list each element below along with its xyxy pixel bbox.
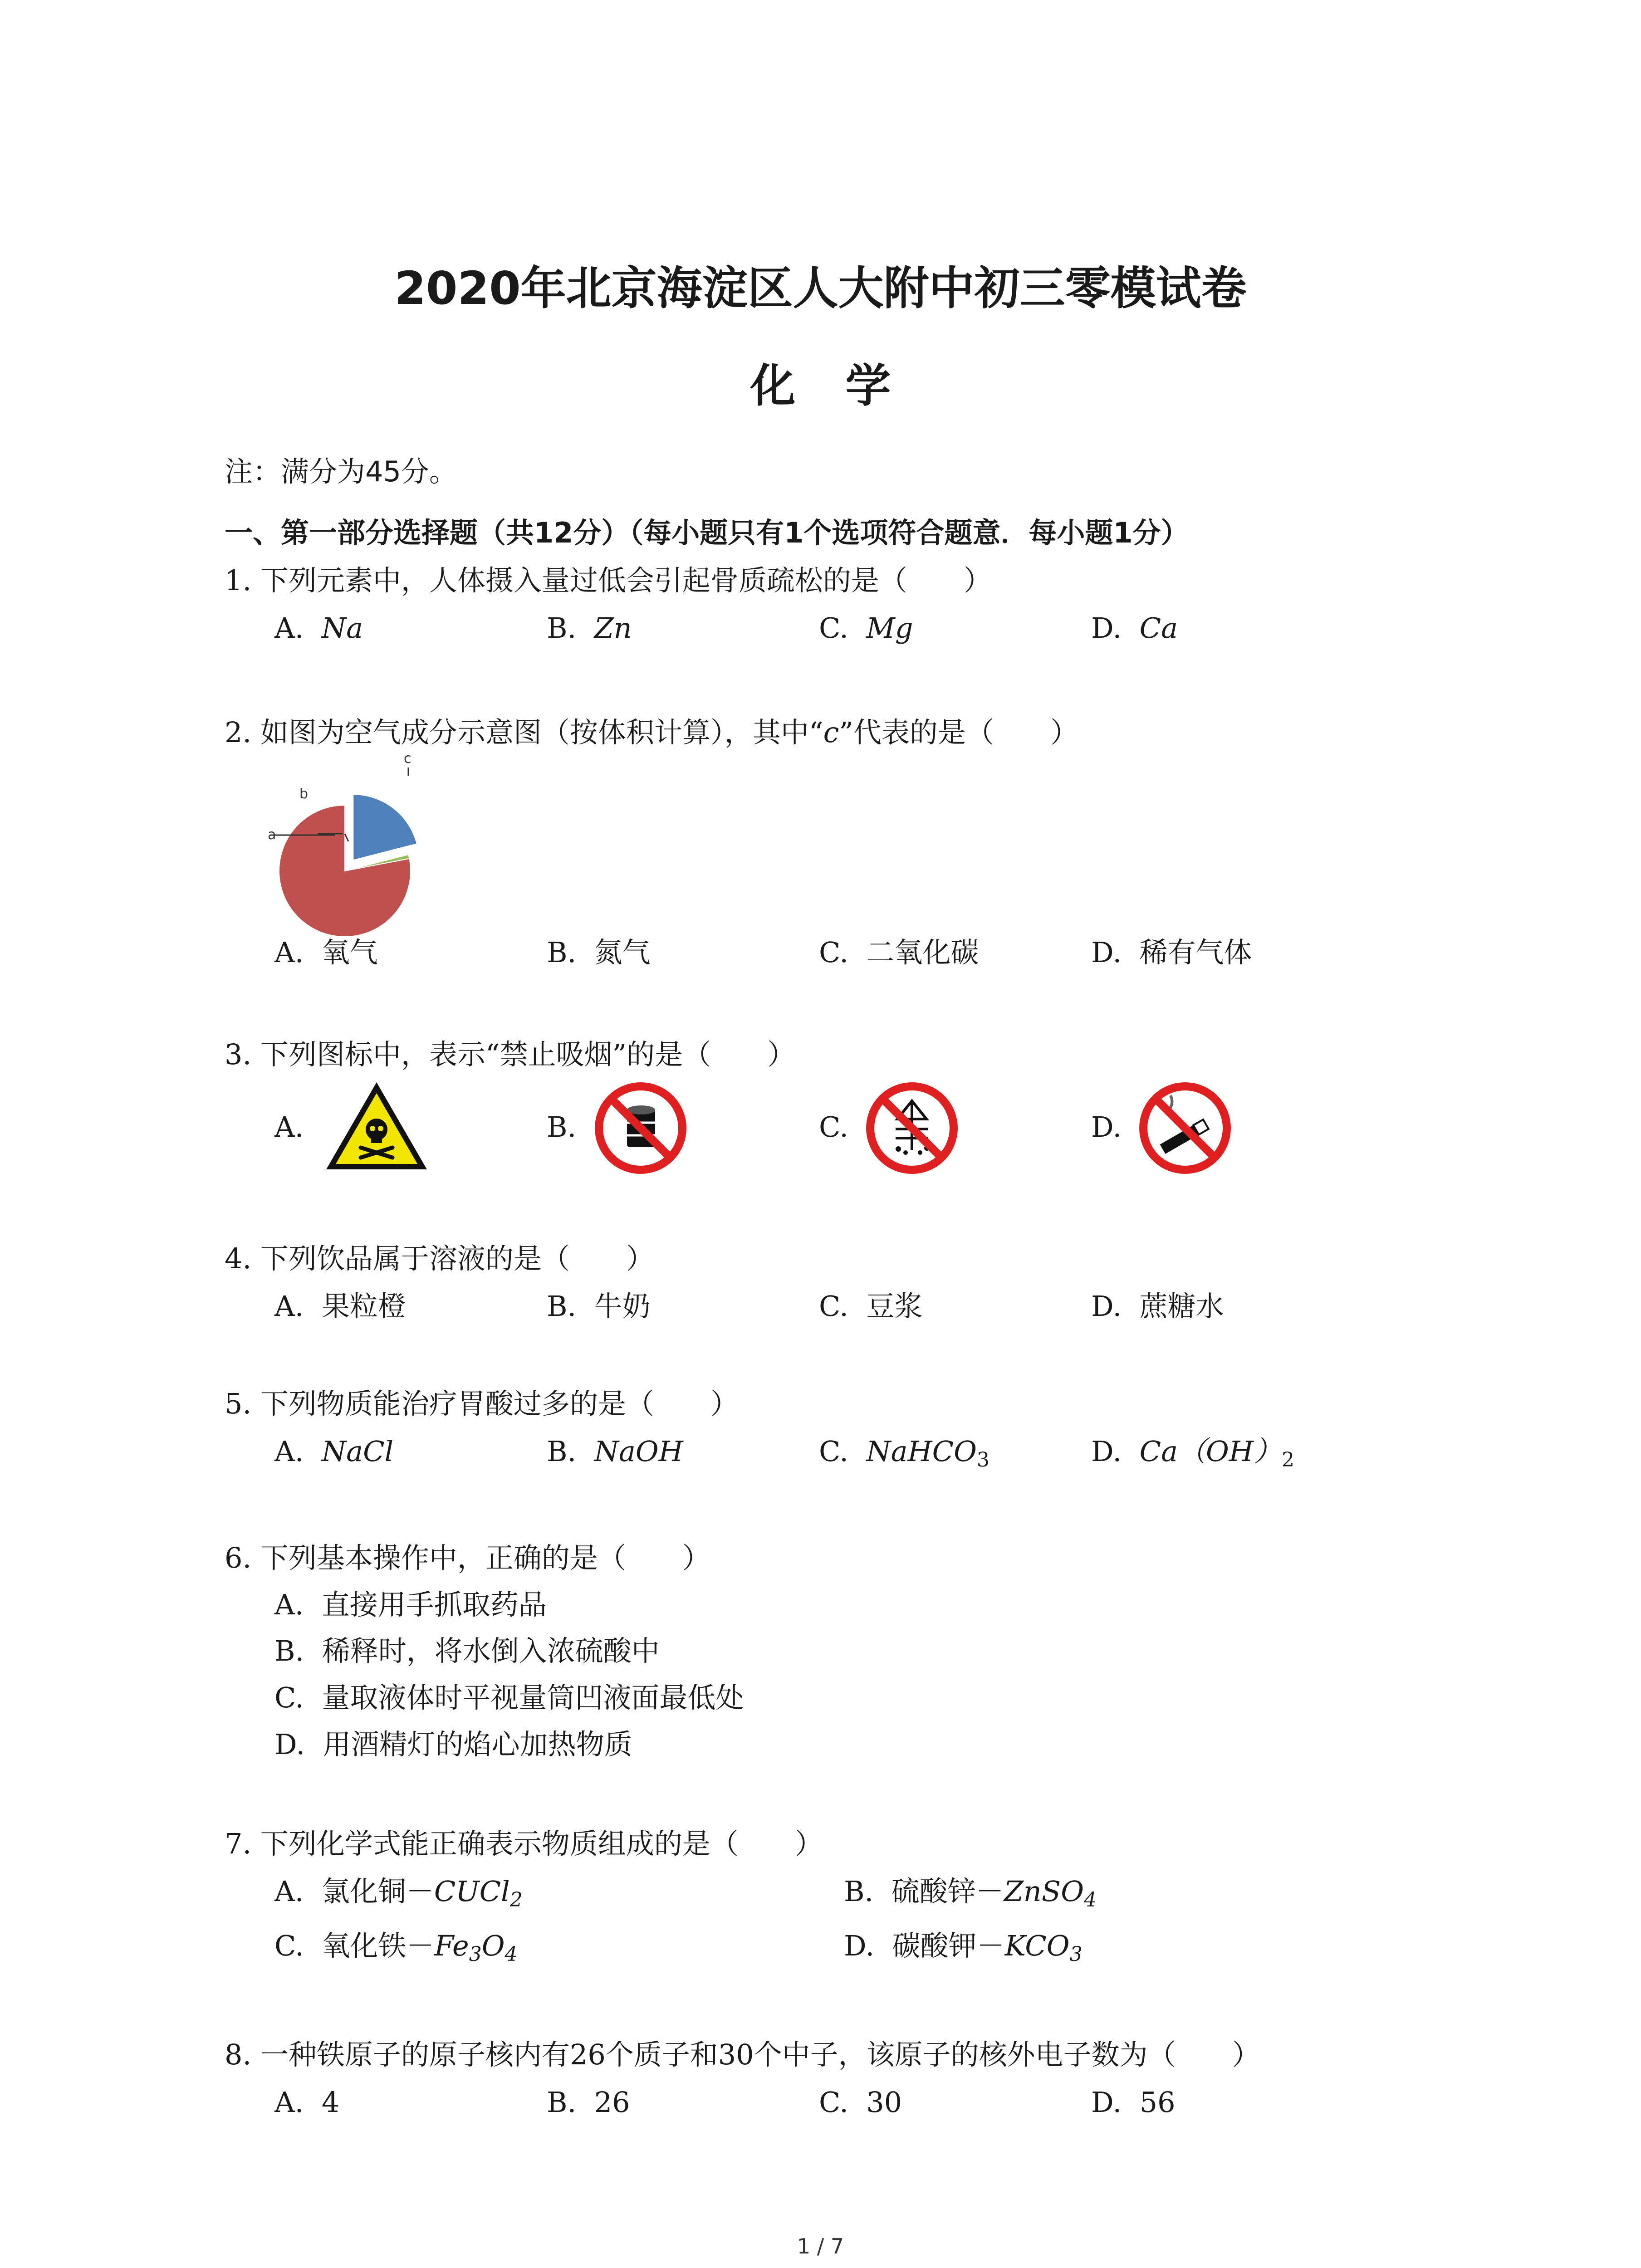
option-4a[interactable]: A. 果粒橙 <box>274 1290 406 1323</box>
option-4b[interactable]: B. 牛奶 <box>547 1290 651 1323</box>
option-5a[interactable]: A. NaCl <box>274 1435 394 1468</box>
option-2a[interactable]: A. 氧气 <box>274 936 378 969</box>
question-stem: 下列图标中，表示“禁止吸烟”的是（ ） <box>260 1038 796 1071</box>
option-3a-letter[interactable]: A. <box>274 1110 304 1144</box>
question-stem: 下列元素中，人体摄入量过低会引起骨质疏松的是（ ） <box>260 564 992 597</box>
option-6d[interactable]: D. 用酒精灯的焰心加热物质 <box>274 1728 632 1761</box>
page-title: 2020年北京海淀区人大附中初三零模试卷 <box>394 262 1247 315</box>
question-stem: 下列物质能治疗胃酸过多的是（ ） <box>260 1387 739 1420</box>
question-3 <box>225 1036 795 1073</box>
section-heading: 一、第一部分选择题（共12分）（每小题只有1个选项符合题意．每小题1分） <box>225 516 1189 549</box>
page-number: 1 / 7 <box>797 2234 844 2258</box>
option-1c[interactable]: C. Mg <box>819 611 913 645</box>
pie-slice-c <box>353 794 416 860</box>
option-4c[interactable]: C. 豆浆 <box>819 1290 923 1323</box>
option-6b[interactable]: B. 稀释时，将水倒入浓硫酸中 <box>274 1634 660 1667</box>
option-6a[interactable]: A. 直接用手抓取药品 <box>274 1588 547 1621</box>
question-4 <box>225 1241 654 1277</box>
question-6 <box>225 1540 710 1576</box>
question-number: 3. <box>225 1038 252 1071</box>
question-2: 2. 如图为空气成分示意图（按体积计算），其中“c”代表的是（ ） <box>225 716 1079 749</box>
question-stem: 一种铁原子的原子核内有26个质子和30个中子，该原子的核外电子数为（ ） <box>260 2038 1260 2071</box>
option-7a[interactable]: A. 氯化铜－CUCl$_2$ <box>274 1875 523 1911</box>
option-7d[interactable]: D. 碳酸钾$-KCO_3$ <box>844 1929 1083 1966</box>
toxic-warning-icon[interactable] <box>324 1080 429 1173</box>
no-oil-drum-icon[interactable] <box>594 1082 687 1175</box>
score-note: 注：满分为45分。 <box>225 455 457 488</box>
option-7c[interactable]: C. 氧化铁$-Fe_3O_4$ <box>274 1929 518 1966</box>
option-6c[interactable]: C. 量取液体时平视量筒凹液面最低处 <box>274 1681 744 1714</box>
subject-title: 化学 <box>750 359 941 412</box>
question-stem: 下列基本操作中，正确的是（ ） <box>260 1541 710 1574</box>
option-3c-letter[interactable]: C. <box>819 1110 848 1144</box>
question-5 <box>225 1386 739 1422</box>
option-4d[interactable]: D. 蔗糖水 <box>1091 1290 1224 1323</box>
question-8 <box>225 2037 1260 2073</box>
question-number: 6. <box>225 1541 252 1574</box>
option-8c[interactable]: C. 30 <box>819 2086 902 2119</box>
pie-label-a: a <box>268 827 276 843</box>
no-fireworks-icon[interactable] <box>866 1082 959 1175</box>
option-5b[interactable]: B. NaOH <box>547 1435 683 1468</box>
option-8d[interactable]: D. 56 <box>1091 2086 1176 2119</box>
question-number: 7. <box>225 1827 252 1860</box>
option-8b[interactable]: B. 26 <box>547 2086 630 2119</box>
option-5c[interactable]: C. NaHCO$_3$ <box>819 1435 989 1471</box>
pie-label-c: c <box>404 751 411 767</box>
question-stem: 下列化学式能正确表示物质组成的是（ ） <box>260 1827 823 1860</box>
pie-label-b: b <box>299 786 309 802</box>
option-2c[interactable]: C. 二氧化碳 <box>819 936 979 969</box>
question-number: 2. <box>225 716 252 749</box>
option-2d[interactable]: D. 稀有气体 <box>1091 936 1252 969</box>
option-8a[interactable]: A. 4 <box>274 2086 340 2119</box>
question-stem: 下列饮品属于溶液的是（ ） <box>260 1242 654 1275</box>
question-7 <box>225 1826 823 1862</box>
question-number: 1. <box>225 564 252 597</box>
question-number: 8. <box>225 2038 252 2071</box>
option-7b[interactable]: B. 硫酸锌－ZnSO$_4$ <box>844 1875 1097 1911</box>
option-1b[interactable]: B. Zn <box>547 611 632 645</box>
option-1d[interactable]: D. Ca <box>1091 611 1178 645</box>
option-3d-letter[interactable]: D. <box>1091 1110 1122 1144</box>
option-5d[interactable]: D. $Ca(OH)_2$ <box>1091 1435 1294 1471</box>
no-smoking-icon[interactable] <box>1139 1082 1232 1175</box>
question-1 <box>225 562 992 599</box>
option-1a[interactable]: A. Na <box>274 611 363 645</box>
option-3b-letter[interactable]: B. <box>547 1110 577 1144</box>
option-2b[interactable]: B. 氮气 <box>547 936 651 969</box>
label-line-b2 <box>345 834 348 841</box>
question-number: 5. <box>225 1387 252 1420</box>
air-composition-pie-chart <box>254 748 463 943</box>
question-number: 4. <box>225 1242 252 1275</box>
